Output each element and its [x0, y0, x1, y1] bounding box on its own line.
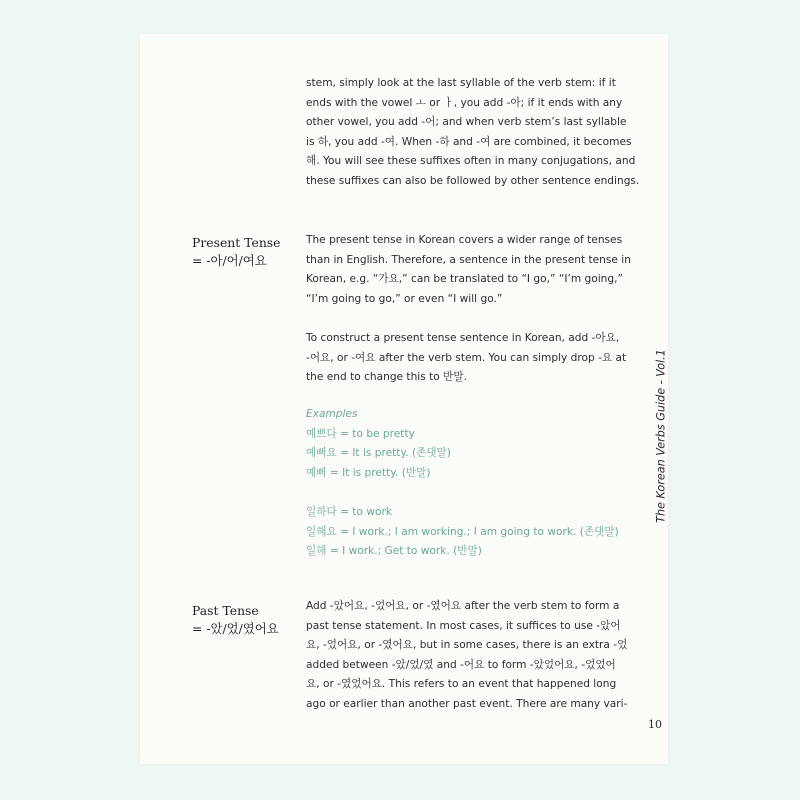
- example-line: 예뻐요 = It is pretty. (존댓말): [306, 447, 451, 460]
- present-tense-paragraph-1: [306, 231, 631, 309]
- text-line: -어요, or -여요 after the verb stem. You can simply drop -요 at: [306, 351, 627, 364]
- examples-block: [306, 405, 619, 562]
- text-line: added between -았/었/였 and -어요 to form -았었어요, -었었어: [306, 658, 616, 671]
- heading-line: Present Tense: [192, 235, 281, 250]
- book-page: [140, 34, 668, 764]
- example-line: 일해요 = I work.; I am working.; I am going to work. (존댓말): [306, 525, 619, 538]
- text-line: ago or earlier than another past event. There are many vari-: [306, 697, 628, 710]
- example-line: 예쁘다 = to be pretty: [306, 427, 415, 440]
- text-line: past tense statement. In most cases, it suffices to use -았어: [306, 619, 621, 632]
- text-line: ends with the vowel ㅗ or ㅏ, you add -아; if it ends with any: [306, 96, 623, 109]
- intro-paragraph: [306, 74, 640, 192]
- text-line: is 하, you add -여. When -하 and -여 are combined, it becomes: [306, 135, 632, 148]
- example-line: 일하다 = to work: [306, 505, 392, 518]
- running-title-text: The Korean Verbs Guide - Vol.1: [654, 349, 668, 523]
- text-line: Add -았어요, -었어요, or -였어요 after the verb stem to form a: [306, 600, 620, 612]
- example-line: 예뻐 = It is pretty. (반말): [306, 466, 431, 479]
- past-tense-heading: [192, 602, 279, 638]
- text-line: Korean, e.g. “가요,” can be translated to “I go,” “I’m going,”: [306, 273, 623, 286]
- text-line: 해. You will see these suffixes often in many conjugations, and: [306, 155, 636, 168]
- running-title: [646, 346, 676, 526]
- heading-line: = -았/었/였어요: [192, 621, 279, 636]
- example-line: 일해 = I work.; Get to work. (반말): [306, 545, 482, 558]
- text-line: the end to change this to 반말.: [306, 371, 467, 384]
- text-line: other vowel, you add -어; and when verb stem’s last syllable: [306, 116, 627, 129]
- page-number: 10: [648, 718, 662, 731]
- text-line: stem, simply look at the last syllable of the verb stem: if it: [306, 77, 616, 89]
- present-tense-heading: [192, 234, 281, 270]
- text-line: 요, -었어요, or -였어요, but in some cases, there is an extra -었: [306, 639, 628, 652]
- text-line: these suffixes can also be followed by other sentence endings.: [306, 174, 640, 187]
- examples-label: Examples: [306, 408, 358, 420]
- text-line: “I’m going to go,” or even “I will go.”: [306, 292, 503, 305]
- text-line: To construct a present tense sentence in Korean, add -아요,: [306, 332, 620, 344]
- text-line: 요, or -였었어요. This refers to an event that happened long: [306, 678, 617, 691]
- heading-line: = -아/어/여요: [192, 253, 267, 268]
- text-line: The present tense in Korean covers a wider range of tenses: [306, 234, 623, 246]
- spacer: [306, 483, 616, 503]
- present-tense-paragraph-2: [306, 329, 627, 388]
- past-tense-paragraph: [306, 597, 628, 715]
- heading-line: Past Tense: [192, 603, 259, 618]
- text-line: than in English. Therefore, a sentence in the present tense in: [306, 253, 631, 266]
